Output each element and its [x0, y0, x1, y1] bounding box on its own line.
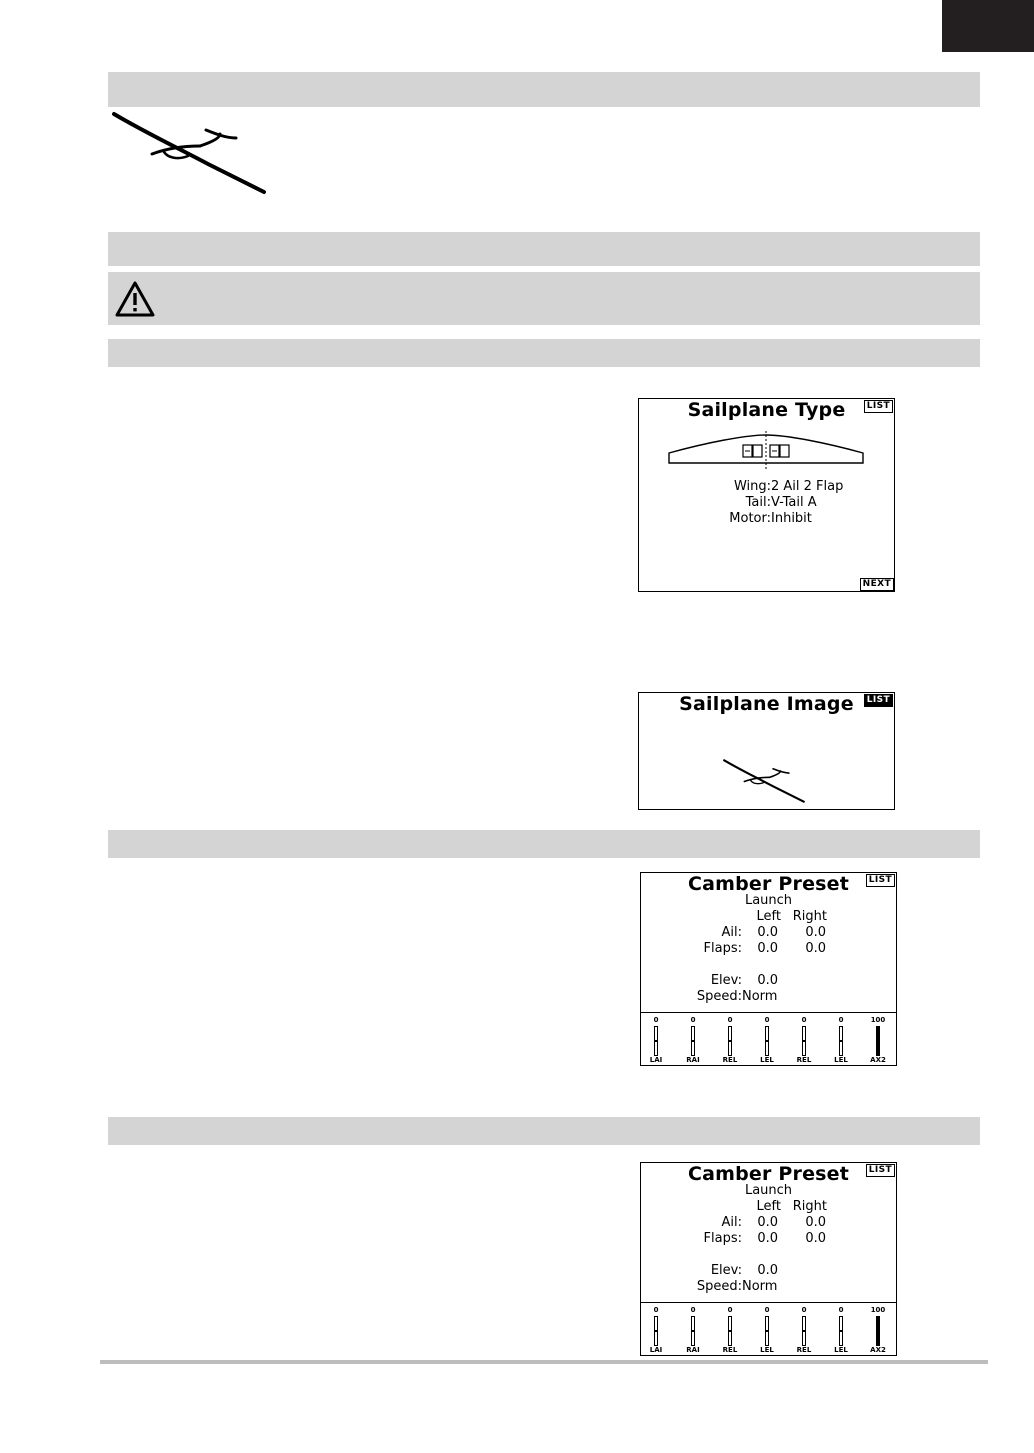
section-header-band-4 — [108, 830, 980, 858]
channel-track — [839, 1316, 843, 1346]
screen-title: Sailplane Type — [687, 399, 846, 421]
motor-row[interactable]: Motor:Inhibit — [729, 511, 812, 526]
channel-track — [691, 1316, 695, 1346]
channel-name: REL — [796, 1056, 812, 1064]
channel-marker — [729, 1330, 731, 1332]
channel-value: 0 — [727, 1016, 733, 1024]
section-header-band-3 — [108, 339, 980, 367]
channel-marker — [803, 1330, 805, 1332]
channel-marker — [729, 1040, 731, 1042]
channel-value: 0 — [838, 1306, 844, 1314]
channel-marker — [766, 1330, 768, 1332]
sailplane-type-screen — [638, 398, 895, 592]
channel-value: 0 — [727, 1306, 733, 1314]
column-headers: Left Right — [756, 909, 827, 924]
channel-name: REL — [722, 1056, 738, 1064]
channel-marker — [655, 1330, 657, 1332]
channel-value: 0 — [801, 1016, 807, 1024]
camber-preset-screen-1 — [640, 872, 897, 1066]
channel-value: 0 — [764, 1016, 770, 1024]
screen-title: Camber Preset — [687, 1163, 850, 1185]
elevator-row[interactable]: Elev: 0.0 — [710, 1263, 778, 1278]
channel-name: LAI — [649, 1346, 663, 1354]
speed-row[interactable]: Speed:Norm — [696, 989, 778, 1004]
channel-fill — [877, 1317, 879, 1345]
next-button[interactable]: NEXT — [860, 578, 894, 591]
channel-name: RAI — [686, 1056, 700, 1064]
glider-icon — [108, 108, 270, 198]
camber-mode[interactable]: Launch — [744, 893, 793, 908]
channel-value: 100 — [870, 1306, 886, 1314]
channel-bar — [828, 1306, 854, 1354]
channel-bar — [754, 1016, 780, 1064]
channel-track — [691, 1026, 695, 1056]
channel-bar — [828, 1016, 854, 1064]
channel-marker — [766, 1040, 768, 1042]
channel-bar — [791, 1306, 817, 1354]
channel-bar — [717, 1306, 743, 1354]
channel-bar — [680, 1016, 706, 1064]
section-header-band-5 — [108, 1117, 980, 1145]
channel-bar — [865, 1306, 891, 1354]
channel-bar — [791, 1016, 817, 1064]
channel-monitor — [641, 1302, 896, 1355]
aileron-row[interactable]: Ail: 0.0 0.0 — [721, 1215, 826, 1230]
channel-bar — [717, 1016, 743, 1064]
channel-fill — [877, 1027, 879, 1055]
list-button[interactable]: LIST — [866, 874, 895, 887]
screen-title: Camber Preset — [687, 873, 850, 895]
sailplane-image-screen — [638, 692, 895, 810]
channel-bar — [754, 1306, 780, 1354]
list-button[interactable]: LIST — [866, 1164, 895, 1177]
channel-name: AX2 — [870, 1056, 886, 1064]
section-header-band-2 — [108, 232, 980, 266]
channel-marker — [840, 1330, 842, 1332]
channel-name: LAI — [649, 1056, 663, 1064]
channel-marker — [692, 1040, 694, 1042]
footer-rule — [100, 1360, 988, 1364]
page-corner-tab — [942, 0, 1034, 52]
aileron-row[interactable]: Ail: 0.0 0.0 — [721, 925, 826, 940]
channel-bar — [643, 1016, 669, 1064]
channel-name: LEL — [834, 1346, 848, 1354]
channel-value: 0 — [690, 1306, 696, 1314]
channel-marker — [803, 1040, 805, 1042]
channel-bar — [680, 1306, 706, 1354]
channel-name: LEL — [760, 1346, 774, 1354]
wing-diagram — [665, 429, 867, 469]
channel-track — [876, 1316, 880, 1346]
channel-marker — [840, 1040, 842, 1042]
channel-name: LEL — [834, 1056, 848, 1064]
channel-track — [765, 1026, 769, 1056]
channel-name: REL — [722, 1346, 738, 1354]
flaps-row[interactable]: Flaps: 0.0 0.0 — [703, 1231, 826, 1246]
tail-row[interactable]: Tail:V-Tail A — [745, 495, 817, 510]
warning-band — [108, 272, 980, 325]
glider-icon — [721, 757, 807, 805]
channel-marker — [692, 1330, 694, 1332]
list-button[interactable]: LIST — [864, 694, 893, 707]
camber-preset-screen-2 — [640, 1162, 897, 1356]
channel-name: RAI — [686, 1346, 700, 1354]
channel-track — [802, 1316, 806, 1346]
list-button[interactable]: LIST — [864, 400, 893, 413]
flaps-row[interactable]: Flaps: 0.0 0.0 — [703, 941, 826, 956]
wing-row[interactable]: Wing:2 Ail 2 Flap — [733, 479, 844, 494]
channel-track — [728, 1316, 732, 1346]
channel-track — [728, 1026, 732, 1056]
channel-value: 0 — [690, 1016, 696, 1024]
speed-row[interactable]: Speed:Norm — [696, 1279, 778, 1294]
channel-value: 0 — [801, 1306, 807, 1314]
channel-track — [654, 1026, 658, 1056]
channel-value: 0 — [838, 1016, 844, 1024]
channel-track — [765, 1316, 769, 1346]
screen-title: Sailplane Image — [679, 693, 854, 715]
channel-bar — [865, 1016, 891, 1064]
channel-value: 0 — [653, 1306, 659, 1314]
channel-value: 100 — [870, 1016, 886, 1024]
channel-name: AX2 — [870, 1346, 886, 1354]
channel-name: REL — [796, 1346, 812, 1354]
section-header-band-1 — [108, 72, 980, 107]
channel-track — [802, 1026, 806, 1056]
channel-name: LEL — [760, 1056, 774, 1064]
elevator-row[interactable]: Elev: 0.0 — [710, 973, 778, 988]
channel-marker — [655, 1040, 657, 1042]
warning-triangle-icon — [114, 280, 156, 318]
channel-bar — [643, 1306, 669, 1354]
channel-track — [654, 1316, 658, 1346]
channel-monitor — [641, 1012, 896, 1065]
column-headers: Left Right — [756, 1199, 827, 1214]
channel-value: 0 — [764, 1306, 770, 1314]
channel-track — [876, 1026, 880, 1056]
channel-track — [839, 1026, 843, 1056]
camber-mode[interactable]: Launch — [744, 1183, 793, 1198]
channel-value: 0 — [653, 1016, 659, 1024]
